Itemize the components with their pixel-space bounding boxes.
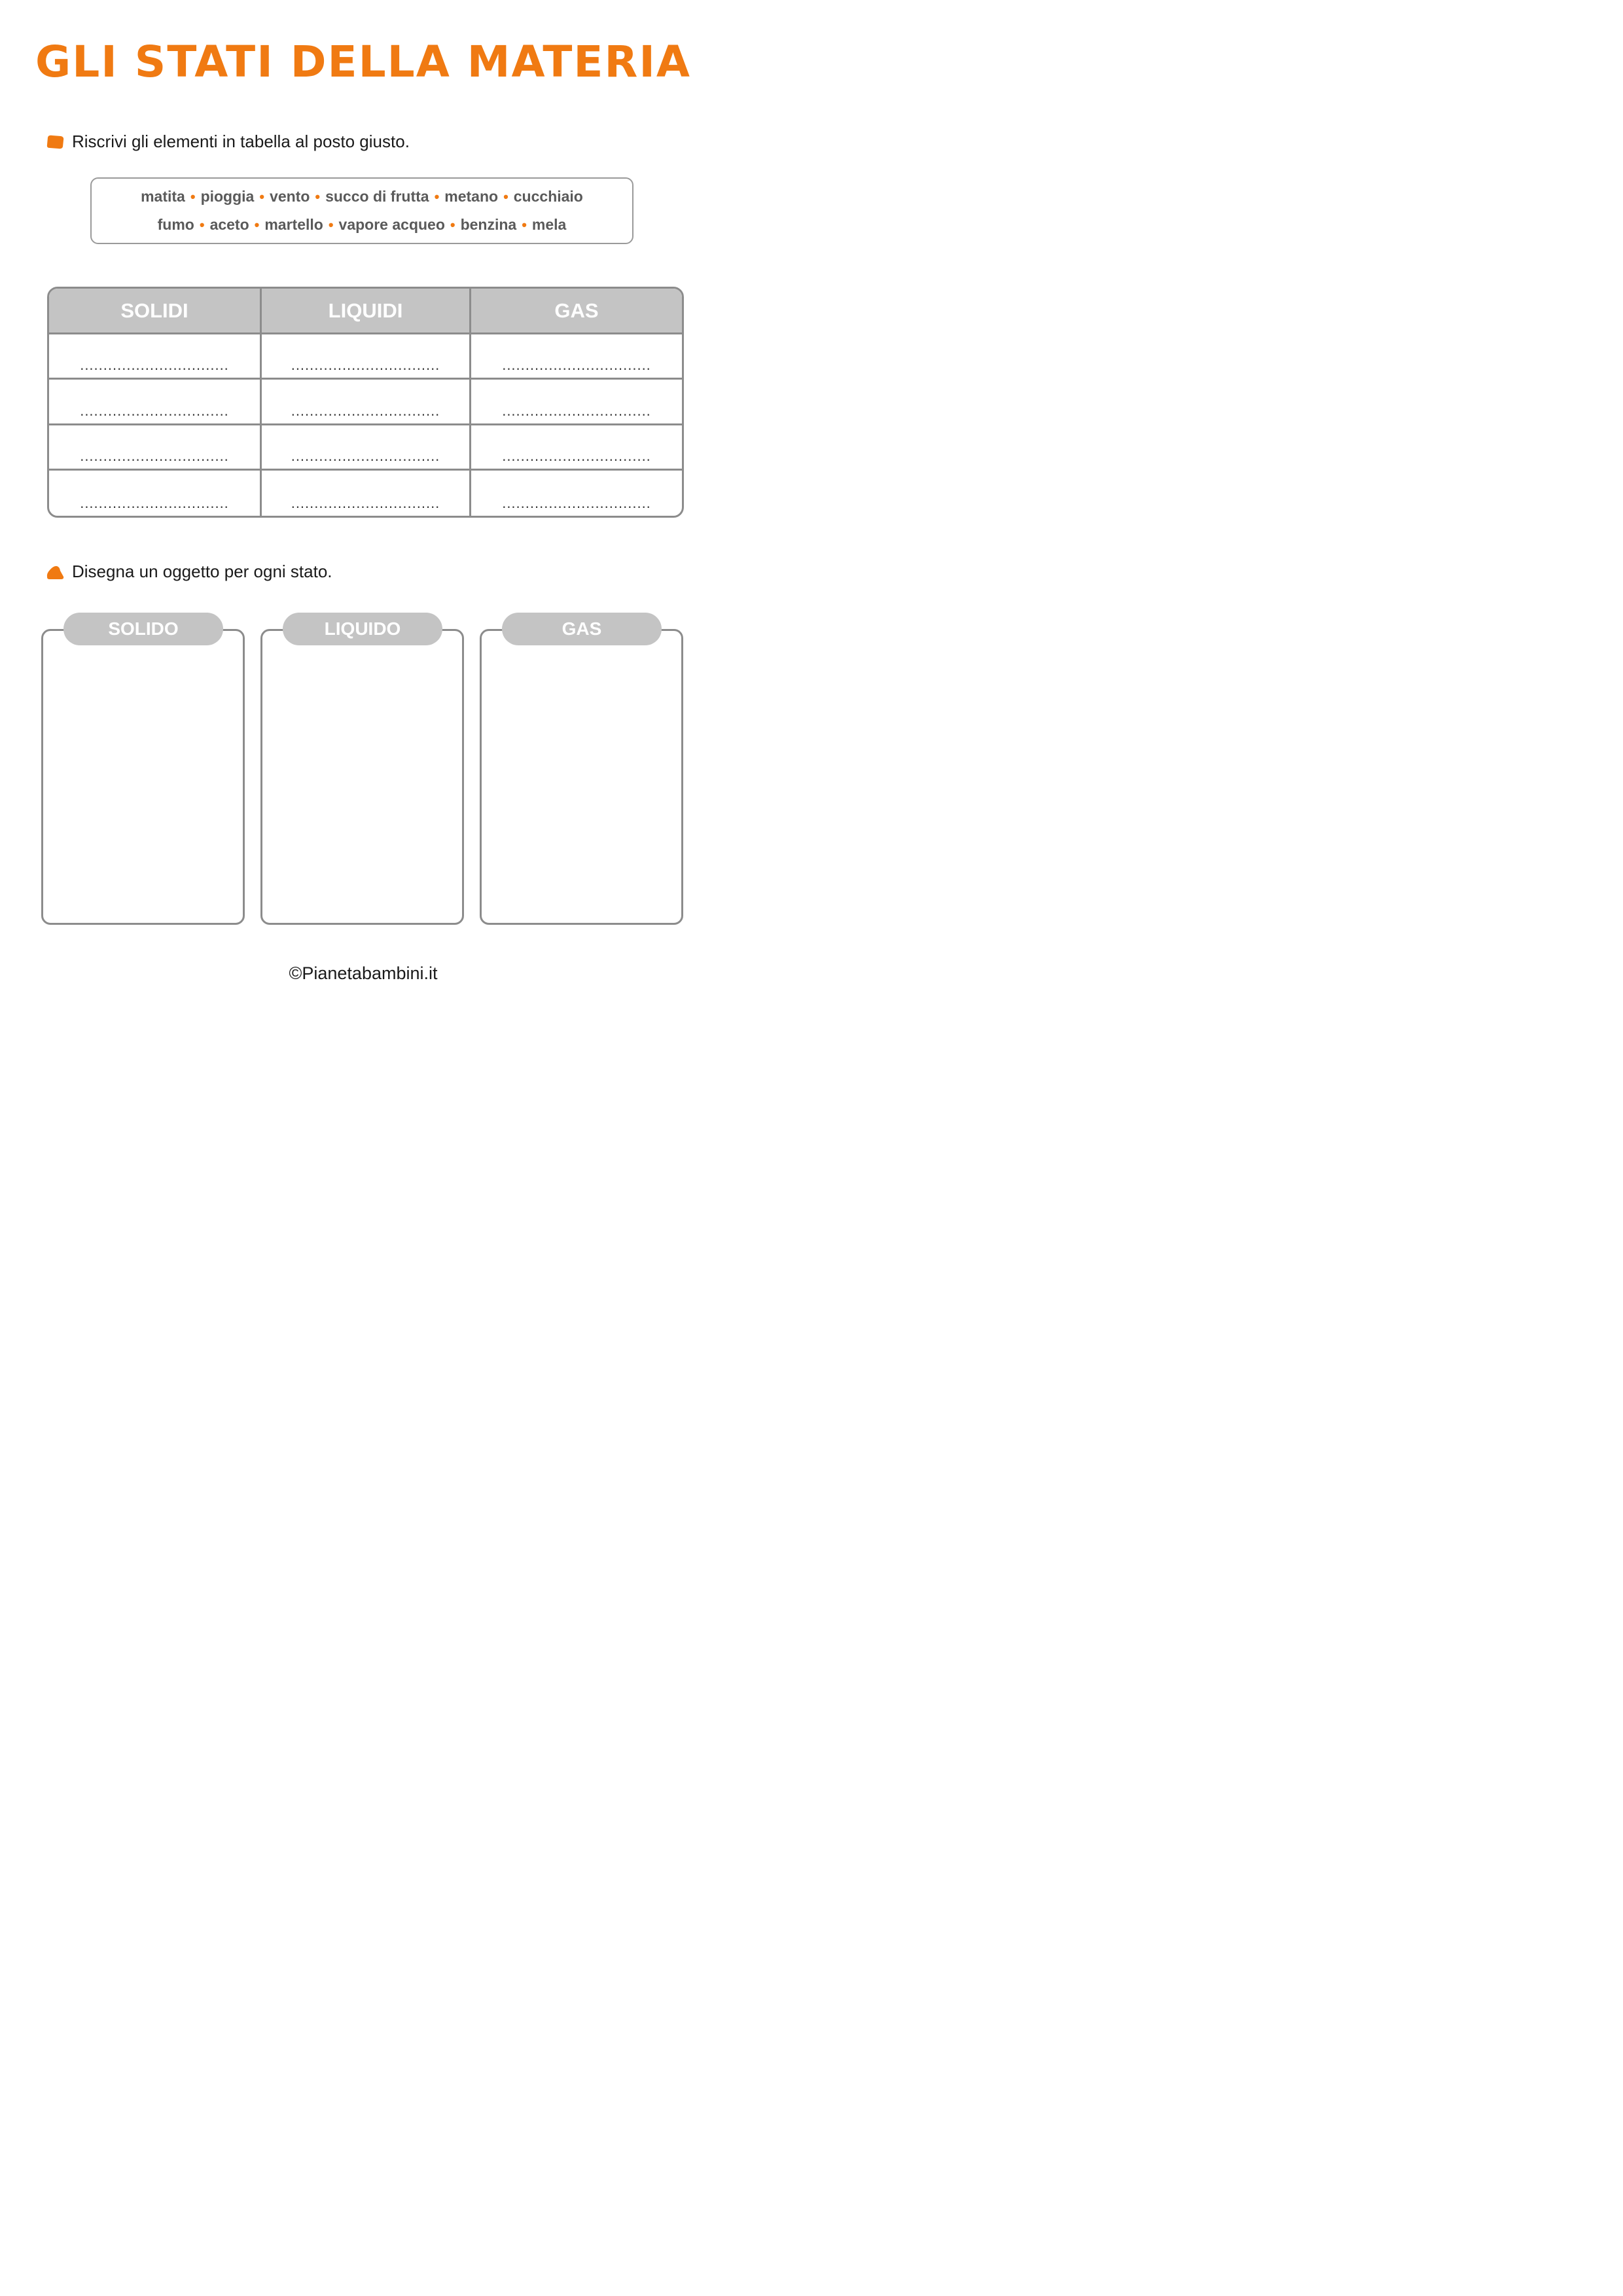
bullet-separator: • bbox=[190, 188, 196, 205]
bullet-separator: • bbox=[315, 188, 321, 205]
table-blank-cell[interactable]: ................................ bbox=[49, 471, 262, 516]
bullet-separator: • bbox=[199, 217, 205, 233]
bullet-separator: • bbox=[522, 217, 527, 233]
label-liquido: LIQUIDO bbox=[283, 613, 442, 645]
word-bank-item: pioggia bbox=[200, 188, 255, 205]
table-blank-cell[interactable]: ................................ bbox=[262, 334, 471, 380]
table-blank-cell[interactable]: ................................ bbox=[262, 380, 471, 425]
bullet-separator: • bbox=[254, 217, 260, 233]
word-bank-item: fumo bbox=[157, 216, 194, 233]
orange-blob-icon bbox=[46, 134, 64, 150]
instruction-1 bbox=[46, 132, 410, 152]
table-blank-cell[interactable]: ................................ bbox=[262, 471, 471, 516]
word-bank-item: succo di frutta bbox=[325, 188, 429, 205]
table-header-solidi: SOLIDI bbox=[49, 289, 262, 334]
page-title: GLI STATI DELLA MATERIA bbox=[35, 37, 691, 87]
word-bank bbox=[90, 177, 633, 244]
bullet-separator: • bbox=[434, 188, 440, 205]
word-bank-line-1 bbox=[92, 188, 632, 206]
table-header-gas: GAS bbox=[471, 289, 682, 334]
word-bank-item: benzina bbox=[460, 216, 517, 233]
sorting-table bbox=[47, 287, 684, 518]
bullet-separator: • bbox=[450, 217, 455, 233]
table-blank-cell[interactable]: ................................ bbox=[471, 334, 682, 380]
drawing-box-solido[interactable] bbox=[41, 629, 245, 925]
word-bank-item: metano bbox=[444, 188, 499, 205]
table-blank-cell[interactable]: ................................ bbox=[471, 425, 682, 471]
orange-blob-icon bbox=[46, 564, 64, 580]
instruction-2 bbox=[46, 562, 332, 582]
drawing-box-liquido[interactable] bbox=[260, 629, 464, 925]
word-bank-item: mela bbox=[531, 216, 567, 233]
table-blank-cell[interactable]: ................................ bbox=[49, 334, 262, 380]
footer-copyright: ©Pianetabambini.it bbox=[289, 963, 438, 983]
table-blank-cell[interactable]: ................................ bbox=[262, 425, 471, 471]
table-blank-cell[interactable]: ................................ bbox=[49, 380, 262, 425]
instruction-1-text: Riscrivi gli elementi in tabella al posto giusto. bbox=[72, 132, 410, 151]
label-gas: GAS bbox=[502, 613, 662, 645]
word-bank-item: martello bbox=[264, 216, 323, 233]
word-bank-item: vento bbox=[270, 188, 310, 205]
label-solido: SOLIDO bbox=[63, 613, 223, 645]
instruction-2-text: Disegna un oggetto per ogni stato. bbox=[72, 562, 332, 581]
word-bank-item: matita bbox=[141, 188, 185, 205]
bullet-separator: • bbox=[328, 217, 334, 233]
word-bank-line-2 bbox=[92, 216, 632, 234]
bullet-separator: • bbox=[259, 188, 265, 205]
table-header-liquidi: LIQUIDI bbox=[262, 289, 471, 334]
word-bank-item: cucchiaio bbox=[513, 188, 583, 205]
table-blank-cell[interactable]: ................................ bbox=[471, 380, 682, 425]
drawing-box-gas[interactable] bbox=[480, 629, 683, 925]
word-bank-item: vapore acqueo bbox=[338, 216, 445, 233]
table-blank-cell[interactable]: ................................ bbox=[49, 425, 262, 471]
bullet-separator: • bbox=[503, 188, 508, 205]
table-blank-cell[interactable]: ................................ bbox=[502, 495, 651, 511]
word-bank-item: aceto bbox=[209, 216, 249, 233]
